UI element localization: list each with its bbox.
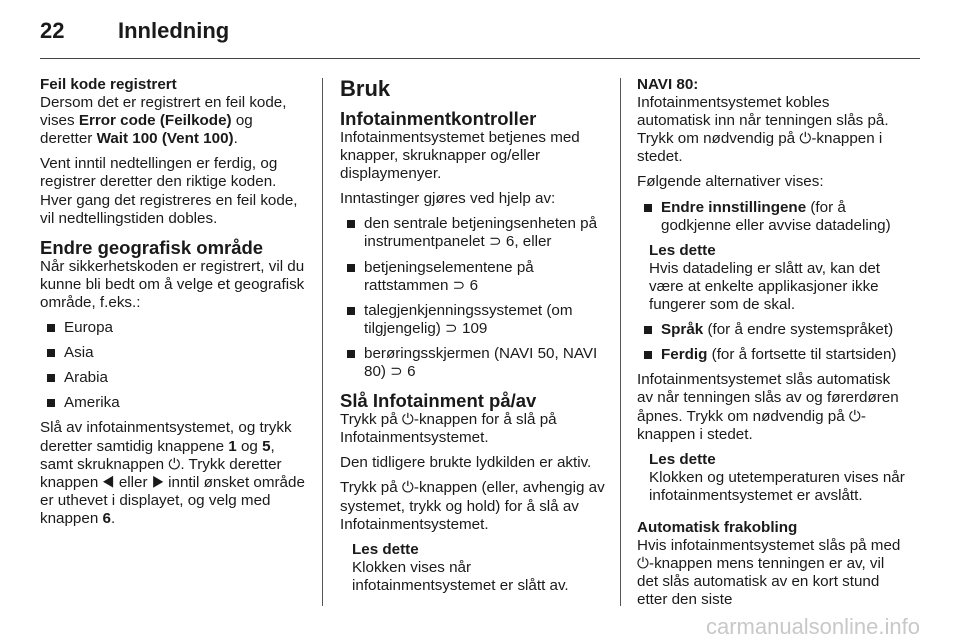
note-title: Les dette bbox=[649, 241, 716, 259]
header-rule bbox=[40, 58, 920, 59]
options-list-2 bbox=[637, 321, 905, 364]
bullet-icon bbox=[644, 326, 652, 334]
list-item: talegjenkjenningssystemet (om tilgjengelig) ⊃ 109 bbox=[347, 302, 608, 338]
list-item: berøringsskjermen (NAVI 50, NAVI 80) ⊃ 6 bbox=[347, 345, 608, 381]
paragraph-turn-off: Trykk på ⏻-knappen (eller, avhengig av systemet, trykk og hold) for å slå av Infotainmentsystemet. bbox=[340, 479, 605, 533]
paragraph-region-select: Slå av infotainmentsystemet, og trykk deretter samtidig knappene 1 og 5, samt skruknappen ⏻. Trykk deretter knappen ◀ eller ▶ inntil ønsket område er uthevet i displayet, og velg med knappen 6. bbox=[40, 419, 305, 527]
page-title: Innledning bbox=[118, 18, 230, 43]
list-item: Amerika bbox=[47, 394, 308, 412]
column-2 bbox=[340, 76, 608, 602]
list-item: Ferdig (for å fortsette til startsiden) bbox=[644, 346, 905, 364]
note-text: Hvis datadeling er slått av, kan det være at enkelte applikasjoner ikke fungerer som de skal. bbox=[649, 259, 881, 314]
column-3 bbox=[637, 76, 905, 616]
heading-on-off: Slå Infotainment på/av bbox=[340, 390, 537, 412]
bullet-icon bbox=[47, 349, 55, 357]
heading-error-code: Feil kode registrert bbox=[40, 76, 177, 93]
column-divider-1 bbox=[322, 78, 323, 606]
paragraph-turn-on: Trykk på ⏻-knappen for å slå på Infotainmentsystemet. bbox=[340, 411, 557, 447]
options-list bbox=[637, 199, 905, 235]
paragraph-countdown: Vent inntil nedtellingen er ferdig, og registrer deretter den riktige koden. Hver gang det registreres en feil kode, vil nedtellingstiden dobles. bbox=[40, 155, 298, 227]
list-item: Asia bbox=[47, 344, 308, 362]
list-item: Europa bbox=[47, 319, 308, 337]
list-item: den sentrale betjeningsenheten på instrumentpanelet ⊃ 6, eller bbox=[347, 215, 608, 251]
heading-bruk: Bruk bbox=[340, 76, 391, 101]
bullet-icon bbox=[347, 307, 355, 315]
paragraph-options-intro: Følgende alternativer vises: bbox=[637, 173, 824, 191]
note-data-sharing bbox=[649, 242, 905, 314]
paragraph-source: Den tidligere brukte lydkilden er aktiv. bbox=[340, 454, 592, 472]
note-clock bbox=[352, 541, 608, 595]
column-divider-2 bbox=[620, 78, 621, 606]
bullet-icon bbox=[47, 374, 55, 382]
page-number: 22 bbox=[40, 18, 65, 43]
input-list bbox=[340, 215, 608, 381]
note-title: Les dette bbox=[649, 450, 716, 468]
note-clock-temp bbox=[649, 451, 905, 505]
bullet-icon bbox=[347, 220, 355, 228]
column-1 bbox=[40, 76, 308, 535]
list-item: Arabia bbox=[47, 369, 308, 387]
heading-auto-disconnect: Automatisk frakobling bbox=[637, 518, 798, 536]
bullet-icon bbox=[347, 350, 355, 358]
paragraph-error-code: Dersom det er registrert en feil kode, vises Error code (Feilkode) og deretter Wait 100 (Vent 100). bbox=[40, 94, 287, 148]
region-list bbox=[40, 319, 308, 412]
watermark: carmanualsonline.info bbox=[705, 614, 920, 639]
bullet-icon bbox=[644, 204, 652, 212]
bullet-icon bbox=[347, 264, 355, 272]
paragraph-auto-off: Infotainmentsystemet slås automatisk av når tenningen slås av og førerdøren åpnes. Trykk om nødvendig på ⏻-knappen i stedet. bbox=[637, 371, 899, 443]
list-item: Språk (for å endre systemspråket) bbox=[644, 321, 905, 339]
heading-controls: Infotainmentkontroller bbox=[340, 108, 537, 129]
heading-navi80: NAVI 80: bbox=[637, 76, 699, 93]
bullet-icon bbox=[47, 399, 55, 407]
paragraph-auto-disconnect: Hvis infotainmentsystemet slås på med ⏻-knappen mens tenningen er av, vil det slås automatisk av en kort stund etter den siste bbox=[637, 537, 901, 609]
paragraph-region-intro: Når sikkerhetskoden er registrert, vil du kunne bli bedt om å velge et geografisk område, f.eks.: bbox=[40, 257, 305, 311]
heading-region: Endre geografisk område bbox=[40, 236, 264, 258]
list-item: betjeningselementene på rattstammen ⊃ 6 bbox=[347, 259, 608, 295]
note-text: Klokken og utetemperaturen vises når infotainmentsystemet er avslått. bbox=[649, 468, 905, 504]
paragraph-navi80: Infotainmentsystemet kobles automatisk inn når tenningen slås på. Trykk om nødvendig på ⏻-knappen i stedet. bbox=[637, 94, 889, 166]
paragraph-input-intro: Inntastinger gjøres ved hjelp av: bbox=[340, 190, 556, 208]
bullet-icon bbox=[47, 324, 55, 332]
bullet-icon bbox=[644, 351, 652, 359]
note-text: Klokken vises når infotainmentsystemet er slått av. bbox=[352, 558, 569, 594]
note-title: Les dette bbox=[352, 540, 419, 558]
list-item: Endre innstillingene (for å godkjenne eller avvise datadeling) bbox=[644, 199, 905, 235]
paragraph-controls: Infotainmentsystemet betjenes med knapper, skruknapper og/eller displaymenyer. bbox=[340, 129, 580, 183]
